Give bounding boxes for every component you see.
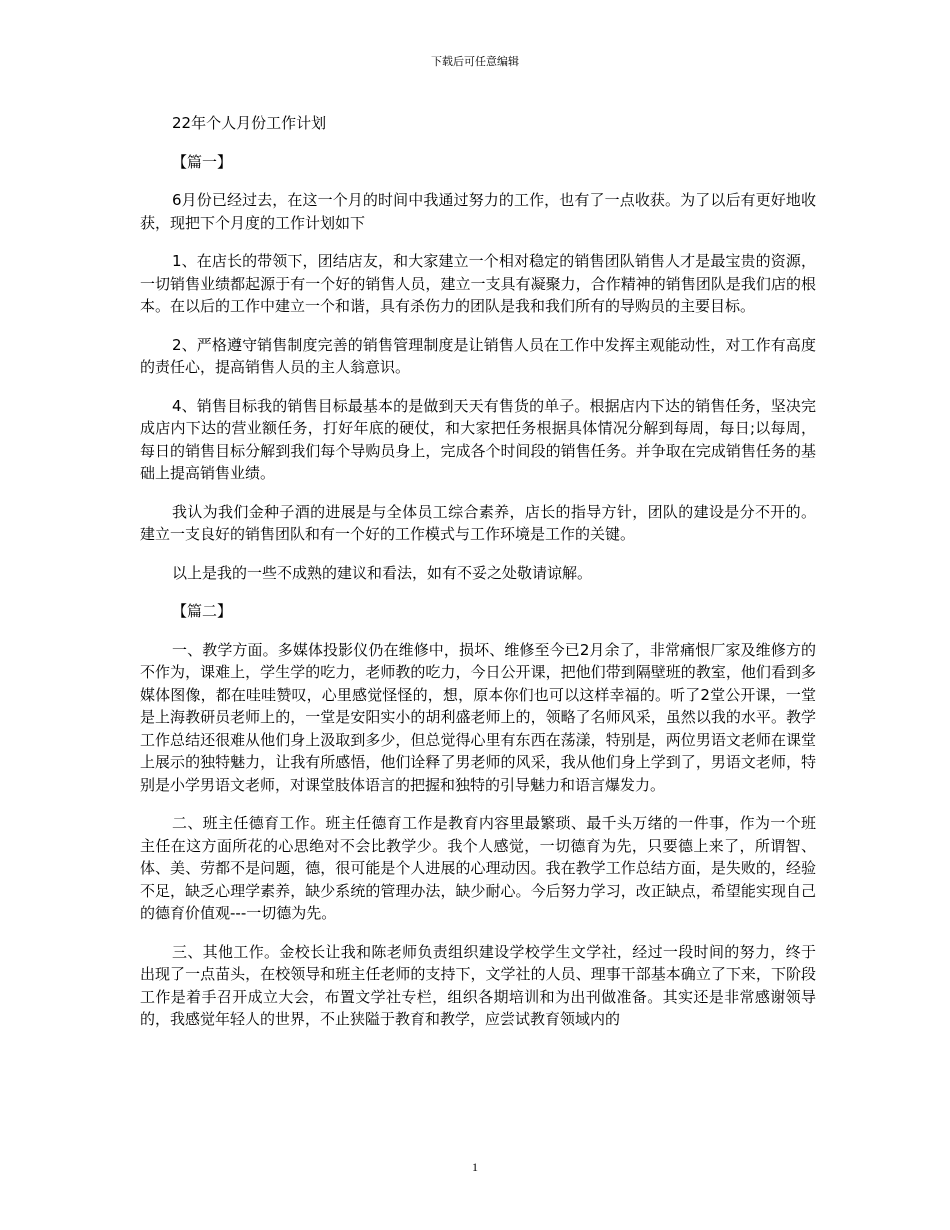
section-heading: 【篇二】 <box>172 602 233 620</box>
document-title: 22年个人月份工作计划 <box>172 114 327 132</box>
paragraph: 三、其他工作。金校长让我和陈老师负责组织建设学校学生文学社，经过一段时间的努力，终于出现了一点苗头，在校领导和班主任老师的支持下，文学社的人员、理事干部基本确立了下来，下阶段工作是着手召开成立大会，布置文学社专栏，组织各期培训和为出刊做准备。其实还是非常感谢领导的，我感觉年轻人的世界，不止狭隘于教育和教学，应尝试教育领域内的 <box>140 942 816 1028</box>
page-header: 下载后可任意编辑 <box>431 55 519 68</box>
paragraph: 二、班主任德育工作。班主任德育工作是教育内容里最繁琐、最千头万绪的一件事，作为一个班主任在这方面所花的心思绝对不会比教学少。我个人感觉，一切德育为先，只要德上来了，所谓智、体、美、劳都不是问题，德，很可能是个人进展的心理动因。我在教学工作总结方面，是失败的，经验不足，缺乏心理学素养，缺少系统的管理办法，缺少耐心。今后努力学习，改正缺点，希望能实现自己的德育价值观---一切德为先。 <box>140 814 816 922</box>
paragraph: 一、教学方面。多媒体投影仪仍在维修中，损坏、维修至今已2月余了，非常痛恨厂家及维修方的不作为，课难上，学生学的吃力，老师教的吃力，今日公开课，把他们带到隔壁班的教室，他们看到多媒体图像，都在哇哇赞叹，心里感觉怪怪的，想，原本你们也可以这样幸福的。听了2堂公开课，一堂是上海教研员老师上的，一堂是安阳实小的胡利盛老师上的，领略了名师风采，虽然以我的水平。教学工作总结还很难从他们身上汲取到多少，但总觉得心里有东西在荡漾，特别是，两位男语文老师在课堂上展示的独特魅力，让我有所感悟，他们诠释了男老师的风采，我从他们身上学到了，男语文老师，特别是小学男语文老师，对课堂肢体语言的把握和独特的引导魅力和语言爆发力。 <box>140 640 816 794</box>
paragraph: 4、销售目标我的销售目标最基本的是做到天天有售货的单子。根据店内下达的销售任务，坚决完成店内下达的营业额任务，打好年底的硬仗，和大家把任务根据具体情况分解到每周，每日;以每周，每日的销售目标分解到我们每个导购员身上，完成各个时间段的销售任务。并争取在完成销售任务的基础上提高销售业绩。 <box>140 396 816 482</box>
page-number: 1 <box>472 1160 478 1174</box>
paragraph: 我认为我们金种子酒的进展是与全体员工综合素养，店长的指导方针，团队的建设是分不开的。建立一支良好的销售团队和有一个好的工作模式与工作环境是工作的关键。 <box>140 502 816 543</box>
paragraph: 6月份已经过去，在这一个月的时间中我通过努力的工作，也有了一点收获。为了以后有更好地收获，现把下个月度的工作计划如下 <box>140 191 816 232</box>
paragraph: 2、严格遵守销售制度完善的销售管理制度是让销售人员在工作中发挥主观能动性，对工作有高度的责任心，提高销售人员的主人翁意识。 <box>140 335 816 376</box>
section-heading: 【篇一】 <box>172 152 233 171</box>
document-body <box>140 112 816 1047</box>
paragraph: 以上是我的一些不成熟的建议和看法，如有不妥之处敬请谅解。 <box>172 563 593 582</box>
paragraph: 1、在店长的带领下，团结店友，和大家建立一个相对稳定的销售团队销售人才是最宝贵的资源，一切销售业绩都起源于有一个好的销售人员，建立一支具有凝聚力，合作精神的销售团队是我们店的根本。在以后的工作中建立一个和谐，具有杀伤力的团队是我和我们所有的导购员的主要目标。 <box>140 252 816 315</box>
